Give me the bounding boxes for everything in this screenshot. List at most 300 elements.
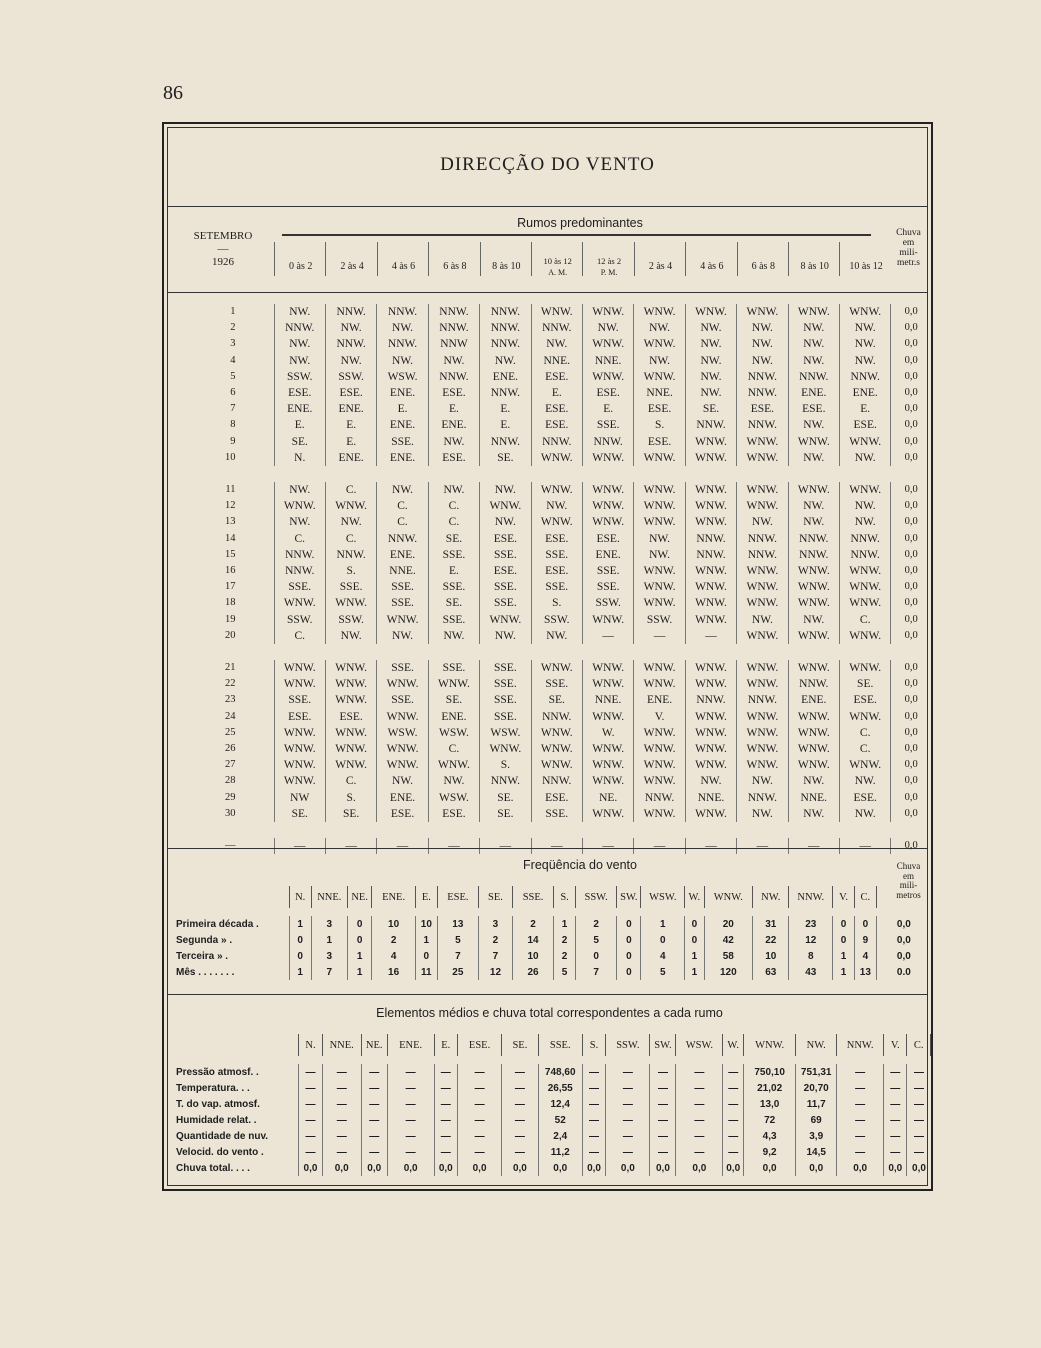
interval-label: 10 às 12 bbox=[543, 256, 572, 266]
value-cell: — bbox=[361, 1080, 387, 1096]
direction-cell: WNW. bbox=[737, 660, 788, 676]
direction-cell: SSW. bbox=[325, 369, 376, 385]
row-label: Chuva total. . . . bbox=[176, 1162, 250, 1174]
direction-cell: WNW. bbox=[325, 757, 376, 773]
direction-cell: WNW. bbox=[480, 498, 531, 514]
value-cell: — bbox=[676, 1144, 723, 1160]
direction-cell: SSW. bbox=[325, 612, 376, 628]
value-cell: — bbox=[322, 1144, 361, 1160]
direction-header: SSE. bbox=[538, 1034, 582, 1056]
day-cell: 4 bbox=[230, 354, 236, 366]
table-row bbox=[168, 964, 931, 980]
direction-cell: WNW. bbox=[840, 757, 891, 773]
direction-cell: S. bbox=[325, 563, 376, 579]
value-cell: 1 bbox=[415, 932, 437, 948]
direction-cell: WNW. bbox=[737, 482, 788, 498]
value-cell: — bbox=[361, 1112, 387, 1128]
value-cell: — bbox=[299, 1096, 322, 1112]
direction-header: WSW. bbox=[676, 1034, 723, 1056]
value-cell: 0 bbox=[685, 916, 704, 932]
table-row bbox=[168, 612, 931, 628]
value-cell: 0,0 bbox=[796, 1160, 837, 1176]
direction-cell: SSE. bbox=[480, 676, 531, 692]
direction-cell: NW. bbox=[737, 320, 788, 336]
table-row bbox=[168, 660, 931, 676]
table-row bbox=[168, 514, 931, 530]
value-cell: 0,0 bbox=[723, 1160, 744, 1176]
direction-cell: WNW. bbox=[685, 450, 736, 466]
value-cell: — bbox=[361, 1064, 387, 1080]
direction-cell: E. bbox=[840, 401, 891, 417]
value-cell: 22 bbox=[753, 932, 789, 948]
table-row bbox=[168, 595, 931, 611]
interval-sublabel: A. M. bbox=[548, 268, 568, 277]
direction-cell: NW. bbox=[737, 514, 788, 530]
value-cell: 0,0 bbox=[299, 1160, 322, 1176]
value-cell: — bbox=[907, 1128, 931, 1144]
interval-header bbox=[531, 242, 583, 276]
value-cell: 1 bbox=[641, 916, 685, 932]
table-row bbox=[168, 932, 931, 948]
table-row bbox=[168, 1144, 931, 1160]
direction-cell: NW. bbox=[480, 353, 531, 369]
value-cell: — bbox=[299, 1128, 322, 1144]
direction-cell: ESE. bbox=[634, 401, 685, 417]
direction-cell: WNW. bbox=[788, 482, 839, 498]
direction-cell: SSE. bbox=[531, 547, 582, 563]
direction-cell: NNW. bbox=[788, 676, 839, 692]
value-cell: — bbox=[676, 1096, 723, 1112]
header-divider bbox=[168, 292, 927, 293]
direction-header: NW. bbox=[753, 886, 789, 908]
value-cell: — bbox=[837, 1144, 884, 1160]
direction-cell: WNW. bbox=[634, 741, 685, 757]
direction-cell: NNW. bbox=[325, 304, 376, 320]
direction-cell: NW. bbox=[788, 417, 839, 433]
direction-cell: NNW. bbox=[737, 385, 788, 401]
direction-cell: WNW. bbox=[685, 482, 736, 498]
value-cell: 7 bbox=[437, 948, 478, 964]
direction-cell: NE. bbox=[582, 790, 633, 806]
value-cell: — bbox=[502, 1144, 538, 1160]
direction-cell: ESE. bbox=[428, 385, 479, 401]
direction-cell: ENE. bbox=[274, 401, 325, 417]
day-cell: 30 bbox=[225, 807, 236, 819]
direction-cell: NNW. bbox=[428, 304, 479, 320]
interval-label: 8 às 10 bbox=[492, 261, 521, 272]
direction-cell: SE. bbox=[480, 806, 531, 822]
direction-cell: WNW. bbox=[377, 709, 428, 725]
value-cell: — bbox=[837, 1064, 884, 1080]
direction-cell: WNW. bbox=[634, 773, 685, 789]
value-cell: — bbox=[676, 1112, 723, 1128]
direction-cell: WNW. bbox=[634, 676, 685, 692]
direction-cell: NNW. bbox=[480, 304, 531, 320]
direction-cell: ESE. bbox=[634, 434, 685, 450]
direction-cell: WNW. bbox=[737, 709, 788, 725]
value-cell: — bbox=[322, 1064, 361, 1080]
direction-cell: NNW. bbox=[274, 320, 325, 336]
direction-cell: ENE. bbox=[428, 417, 479, 433]
direction-cell: — bbox=[274, 838, 325, 854]
direction-header: E. bbox=[434, 1034, 457, 1056]
direction-header: W. bbox=[723, 1034, 744, 1056]
table-row bbox=[168, 531, 931, 547]
direction-cell: WNW. bbox=[531, 514, 582, 530]
day-cell: 29 bbox=[225, 791, 236, 803]
direction-header: N. bbox=[289, 886, 311, 908]
direction-cell: SE. bbox=[428, 595, 479, 611]
value-cell: 0,0 bbox=[434, 1160, 457, 1176]
value-cell: 120 bbox=[704, 964, 753, 980]
value-cell: — bbox=[434, 1112, 457, 1128]
value-cell: 11 bbox=[415, 964, 437, 980]
direction-cell: NW. bbox=[634, 320, 685, 336]
direction-cell: WNW. bbox=[582, 498, 633, 514]
value-cell: — bbox=[582, 1112, 605, 1128]
direction-cell: NNW. bbox=[325, 336, 376, 352]
value-cell: 0 bbox=[576, 948, 617, 964]
direction-cell: WNW. bbox=[737, 579, 788, 595]
direction-header: NNE. bbox=[311, 886, 347, 908]
direction-cell: NNW. bbox=[737, 369, 788, 385]
daily-direction-table bbox=[168, 304, 931, 854]
value-cell: 26,55 bbox=[538, 1080, 582, 1096]
rain-header-line: mili- bbox=[899, 248, 918, 258]
value-cell: — bbox=[457, 1128, 501, 1144]
interval-header bbox=[325, 242, 377, 276]
table-row bbox=[168, 838, 931, 854]
direction-cell: — bbox=[634, 628, 685, 644]
direction-cell: — bbox=[737, 838, 788, 854]
header-blank bbox=[168, 886, 289, 908]
value-cell: — bbox=[299, 1064, 322, 1080]
section-divider bbox=[168, 994, 927, 995]
direction-cell: ENE. bbox=[325, 450, 376, 466]
interval-header bbox=[634, 242, 686, 276]
rain-cell: 0,0 bbox=[891, 692, 931, 708]
direction-cell: E. bbox=[325, 417, 376, 433]
direction-cell: C. bbox=[377, 498, 428, 514]
value-cell: 3 bbox=[478, 916, 512, 932]
value-cell: — bbox=[884, 1080, 907, 1096]
direction-cell: NW. bbox=[737, 336, 788, 352]
direction-cell: E. bbox=[480, 401, 531, 417]
value-cell: — bbox=[723, 1096, 744, 1112]
direction-cell: WNW. bbox=[634, 369, 685, 385]
direction-cell: WNW. bbox=[685, 434, 736, 450]
direction-header: ENE. bbox=[387, 1034, 434, 1056]
direction-cell: WNW. bbox=[274, 676, 325, 692]
direction-cell: WSW. bbox=[377, 369, 428, 385]
value-cell: — bbox=[837, 1128, 884, 1144]
value-cell: 10 bbox=[372, 916, 416, 932]
direction-cell: C. bbox=[325, 773, 376, 789]
day-cell: 25 bbox=[225, 726, 236, 738]
direction-cell: SSW. bbox=[634, 612, 685, 628]
value-cell: 21,02 bbox=[744, 1080, 796, 1096]
day-cell: 20 bbox=[225, 629, 236, 641]
value-cell: — bbox=[650, 1096, 676, 1112]
day-cell: 8 bbox=[230, 419, 236, 431]
value-cell: 26 bbox=[512, 964, 553, 980]
row-label: Primeira década . bbox=[176, 918, 259, 930]
direction-header: C. bbox=[854, 886, 876, 908]
value-cell: 5 bbox=[437, 932, 478, 948]
direction-cell: WNW. bbox=[325, 595, 376, 611]
value-cell: — bbox=[434, 1128, 457, 1144]
value-cell: — bbox=[387, 1112, 434, 1128]
value-cell: 0,0 bbox=[744, 1160, 796, 1176]
value-cell: 0 bbox=[617, 932, 641, 948]
direction-header: ENE. bbox=[372, 886, 416, 908]
direction-cell: WNW. bbox=[582, 612, 633, 628]
table-row bbox=[168, 692, 931, 708]
direction-cell: NW. bbox=[685, 336, 736, 352]
page-number: 86 bbox=[163, 82, 183, 104]
direction-cell: WNW. bbox=[480, 612, 531, 628]
day-cell: 9 bbox=[230, 435, 236, 447]
value-cell: 0,0 bbox=[884, 1160, 907, 1176]
value-cell: 11,7 bbox=[796, 1096, 837, 1112]
direction-cell: WSW. bbox=[428, 790, 479, 806]
direction-cell: NNE. bbox=[634, 385, 685, 401]
day-cell: 6 bbox=[230, 387, 236, 399]
value-cell: — bbox=[457, 1080, 501, 1096]
interval-header bbox=[788, 242, 840, 276]
direction-cell: ENE. bbox=[788, 385, 839, 401]
month-dash: — bbox=[217, 243, 229, 255]
direction-cell: WNW. bbox=[737, 676, 788, 692]
direction-cell: NW. bbox=[634, 353, 685, 369]
value-cell: — bbox=[434, 1064, 457, 1080]
value-cell: 72 bbox=[744, 1112, 796, 1128]
direction-cell: ESE. bbox=[531, 401, 582, 417]
direction-cell: ESE. bbox=[531, 417, 582, 433]
direction-cell: — bbox=[634, 838, 685, 854]
table-row bbox=[168, 417, 931, 433]
direction-cell: WNW. bbox=[685, 806, 736, 822]
direction-cell: WNW. bbox=[685, 514, 736, 530]
table-row bbox=[168, 482, 931, 498]
rain-cell: 0,0 bbox=[891, 369, 931, 385]
direction-cell: WNW. bbox=[274, 660, 325, 676]
direction-cell: WNW. bbox=[274, 498, 325, 514]
direction-cell: WNW. bbox=[685, 709, 736, 725]
rain-cell: 0,0 bbox=[891, 725, 931, 741]
direction-cell: WNW. bbox=[685, 676, 736, 692]
value-cell: 12 bbox=[789, 932, 833, 948]
direction-cell: NW. bbox=[737, 773, 788, 789]
rain-cell: 0,0 bbox=[876, 916, 931, 932]
value-cell: — bbox=[434, 1144, 457, 1160]
value-cell: 13 bbox=[854, 964, 876, 980]
value-cell: — bbox=[457, 1096, 501, 1112]
wind-direction-frame bbox=[162, 122, 933, 1191]
day-cell: 19 bbox=[225, 613, 236, 625]
direction-cell: NNW. bbox=[480, 434, 531, 450]
day-cell: 1 bbox=[230, 306, 236, 317]
direction-cell: WNW. bbox=[634, 806, 685, 822]
interval-label: 2 às 4 bbox=[340, 261, 364, 272]
table-row bbox=[168, 450, 931, 466]
value-cell: 12 bbox=[478, 964, 512, 980]
direction-cell: SE. bbox=[840, 676, 891, 692]
direction-cell: ENE. bbox=[582, 547, 633, 563]
direction-cell: WNW. bbox=[788, 434, 839, 450]
direction-cell: C. bbox=[840, 725, 891, 741]
direction-cell: WNW. bbox=[428, 757, 479, 773]
direction-cell: WNW. bbox=[685, 757, 736, 773]
value-cell: — bbox=[606, 1128, 650, 1144]
value-cell: 0 bbox=[854, 916, 876, 932]
direction-cell: NNW. bbox=[788, 531, 839, 547]
direction-cell: NNW. bbox=[634, 790, 685, 806]
day-cell: 3 bbox=[230, 338, 236, 350]
direction-cell: NW. bbox=[840, 514, 891, 530]
direction-cell: WNW. bbox=[325, 676, 376, 692]
direction-cell: SE. bbox=[274, 434, 325, 450]
direction-cell: NNW. bbox=[377, 336, 428, 352]
value-cell: 0 bbox=[289, 932, 311, 948]
direction-cell: WNW. bbox=[788, 579, 839, 595]
direction-cell: S. bbox=[634, 417, 685, 433]
direction-header: SSE. bbox=[512, 886, 553, 908]
value-cell: — bbox=[299, 1080, 322, 1096]
direction-header: NW. bbox=[796, 1034, 837, 1056]
direction-cell: NW. bbox=[582, 320, 633, 336]
direction-cell: NW. bbox=[840, 806, 891, 822]
table-row bbox=[168, 385, 931, 401]
direction-cell: NNW. bbox=[428, 320, 479, 336]
direction-cell: NW. bbox=[274, 336, 325, 352]
direction-cell: E. bbox=[428, 563, 479, 579]
direction-cell: SSE. bbox=[480, 660, 531, 676]
value-cell: 750,10 bbox=[744, 1064, 796, 1080]
direction-cell: ESE. bbox=[840, 692, 891, 708]
value-cell: 751,31 bbox=[796, 1064, 837, 1080]
direction-cell: NNW. bbox=[531, 320, 582, 336]
direction-cell: ESE. bbox=[325, 385, 376, 401]
value-cell: — bbox=[723, 1064, 744, 1080]
value-cell: 0,0 bbox=[582, 1160, 605, 1176]
direction-cell: WNW. bbox=[531, 660, 582, 676]
direction-cell: NNW. bbox=[788, 547, 839, 563]
direction-cell: E. bbox=[531, 385, 582, 401]
direction-cell: NW. bbox=[428, 773, 479, 789]
direction-cell: NW. bbox=[377, 482, 428, 498]
value-cell: 4 bbox=[641, 948, 685, 964]
value-cell: 7 bbox=[311, 964, 347, 980]
direction-cell: WNW. bbox=[788, 628, 839, 644]
value-cell: 1 bbox=[833, 948, 855, 964]
direction-cell: SSE. bbox=[428, 612, 479, 628]
direction-header: NNE. bbox=[322, 1034, 361, 1056]
direction-cell: NW. bbox=[428, 353, 479, 369]
direction-cell: NW. bbox=[480, 514, 531, 530]
day-cell: 15 bbox=[225, 548, 236, 560]
value-cell: — bbox=[457, 1064, 501, 1080]
rain-header-line: Chuva bbox=[896, 861, 921, 871]
direction-cell: WNW. bbox=[737, 757, 788, 773]
direction-cell: WNW. bbox=[840, 709, 891, 725]
value-cell: 1 bbox=[289, 916, 311, 932]
table-row bbox=[168, 304, 931, 320]
direction-cell: WNW. bbox=[634, 579, 685, 595]
day-cell: — bbox=[225, 840, 236, 852]
direction-cell: WNW. bbox=[531, 725, 582, 741]
direction-header: C. bbox=[907, 1034, 931, 1056]
rain-cell: 0,0 bbox=[891, 304, 931, 320]
value-cell: — bbox=[434, 1096, 457, 1112]
value-cell: — bbox=[502, 1128, 538, 1144]
interval-label: 2 às 4 bbox=[648, 261, 673, 272]
direction-cell: WNW. bbox=[325, 660, 376, 676]
direction-cell: C. bbox=[325, 531, 376, 547]
direction-cell: NW. bbox=[377, 628, 428, 644]
value-cell: — bbox=[582, 1096, 605, 1112]
direction-cell: SE. bbox=[274, 806, 325, 822]
row-label: Quantidade de nuv. bbox=[176, 1130, 269, 1142]
direction-cell: NNW bbox=[428, 336, 479, 352]
row-label: T. do vap. atmosf. bbox=[176, 1098, 260, 1110]
value-cell: 11,2 bbox=[538, 1144, 582, 1160]
value-cell: — bbox=[387, 1096, 434, 1112]
direction-cell: NW. bbox=[274, 514, 325, 530]
value-cell: — bbox=[322, 1096, 361, 1112]
direction-cell: SSW. bbox=[582, 595, 633, 611]
value-cell: — bbox=[502, 1080, 538, 1096]
direction-cell: SSE. bbox=[274, 579, 325, 595]
direction-cell: SSE. bbox=[377, 660, 428, 676]
value-cell: — bbox=[884, 1128, 907, 1144]
value-cell: 0,0 bbox=[907, 1160, 931, 1176]
value-cell: 10 bbox=[415, 916, 437, 932]
direction-cell: ESE. bbox=[531, 531, 582, 547]
rain-header-line: mili- bbox=[899, 880, 918, 890]
direction-header: SW. bbox=[617, 886, 641, 908]
table-row bbox=[168, 320, 931, 336]
elements-table bbox=[168, 1034, 931, 1176]
direction-cell: ENE. bbox=[634, 692, 685, 708]
direction-header: V. bbox=[884, 1034, 907, 1056]
direction-cell: WNW. bbox=[685, 612, 736, 628]
direction-cell: WNW. bbox=[685, 579, 736, 595]
rain-cell: 0.0 bbox=[876, 964, 931, 980]
direction-cell: SE. bbox=[685, 401, 736, 417]
table-row bbox=[168, 1112, 931, 1128]
elem-caption: Elementos médios e chuva total correspondentes a cada rumo bbox=[376, 1006, 723, 1020]
value-cell: — bbox=[387, 1144, 434, 1160]
value-cell: — bbox=[676, 1128, 723, 1144]
rain-cell: 0,0 bbox=[891, 838, 931, 854]
direction-cell: NW. bbox=[788, 806, 839, 822]
direction-cell: — bbox=[325, 838, 376, 854]
table-row bbox=[168, 709, 931, 725]
direction-header: WNW. bbox=[704, 886, 753, 908]
direction-cell: SSE. bbox=[274, 692, 325, 708]
day-cell: 5 bbox=[230, 370, 236, 382]
direction-cell: WNW. bbox=[582, 773, 633, 789]
direction-cell: WNW. bbox=[737, 595, 788, 611]
interval-header bbox=[582, 242, 634, 276]
page-title: DIRECÇÃO DO VENTO bbox=[440, 154, 655, 175]
direction-cell: WNW. bbox=[377, 676, 428, 692]
direction-cell: WNW. bbox=[634, 514, 685, 530]
group-gap bbox=[168, 822, 931, 838]
direction-cell: WNW. bbox=[325, 498, 376, 514]
direction-cell: — bbox=[531, 838, 582, 854]
